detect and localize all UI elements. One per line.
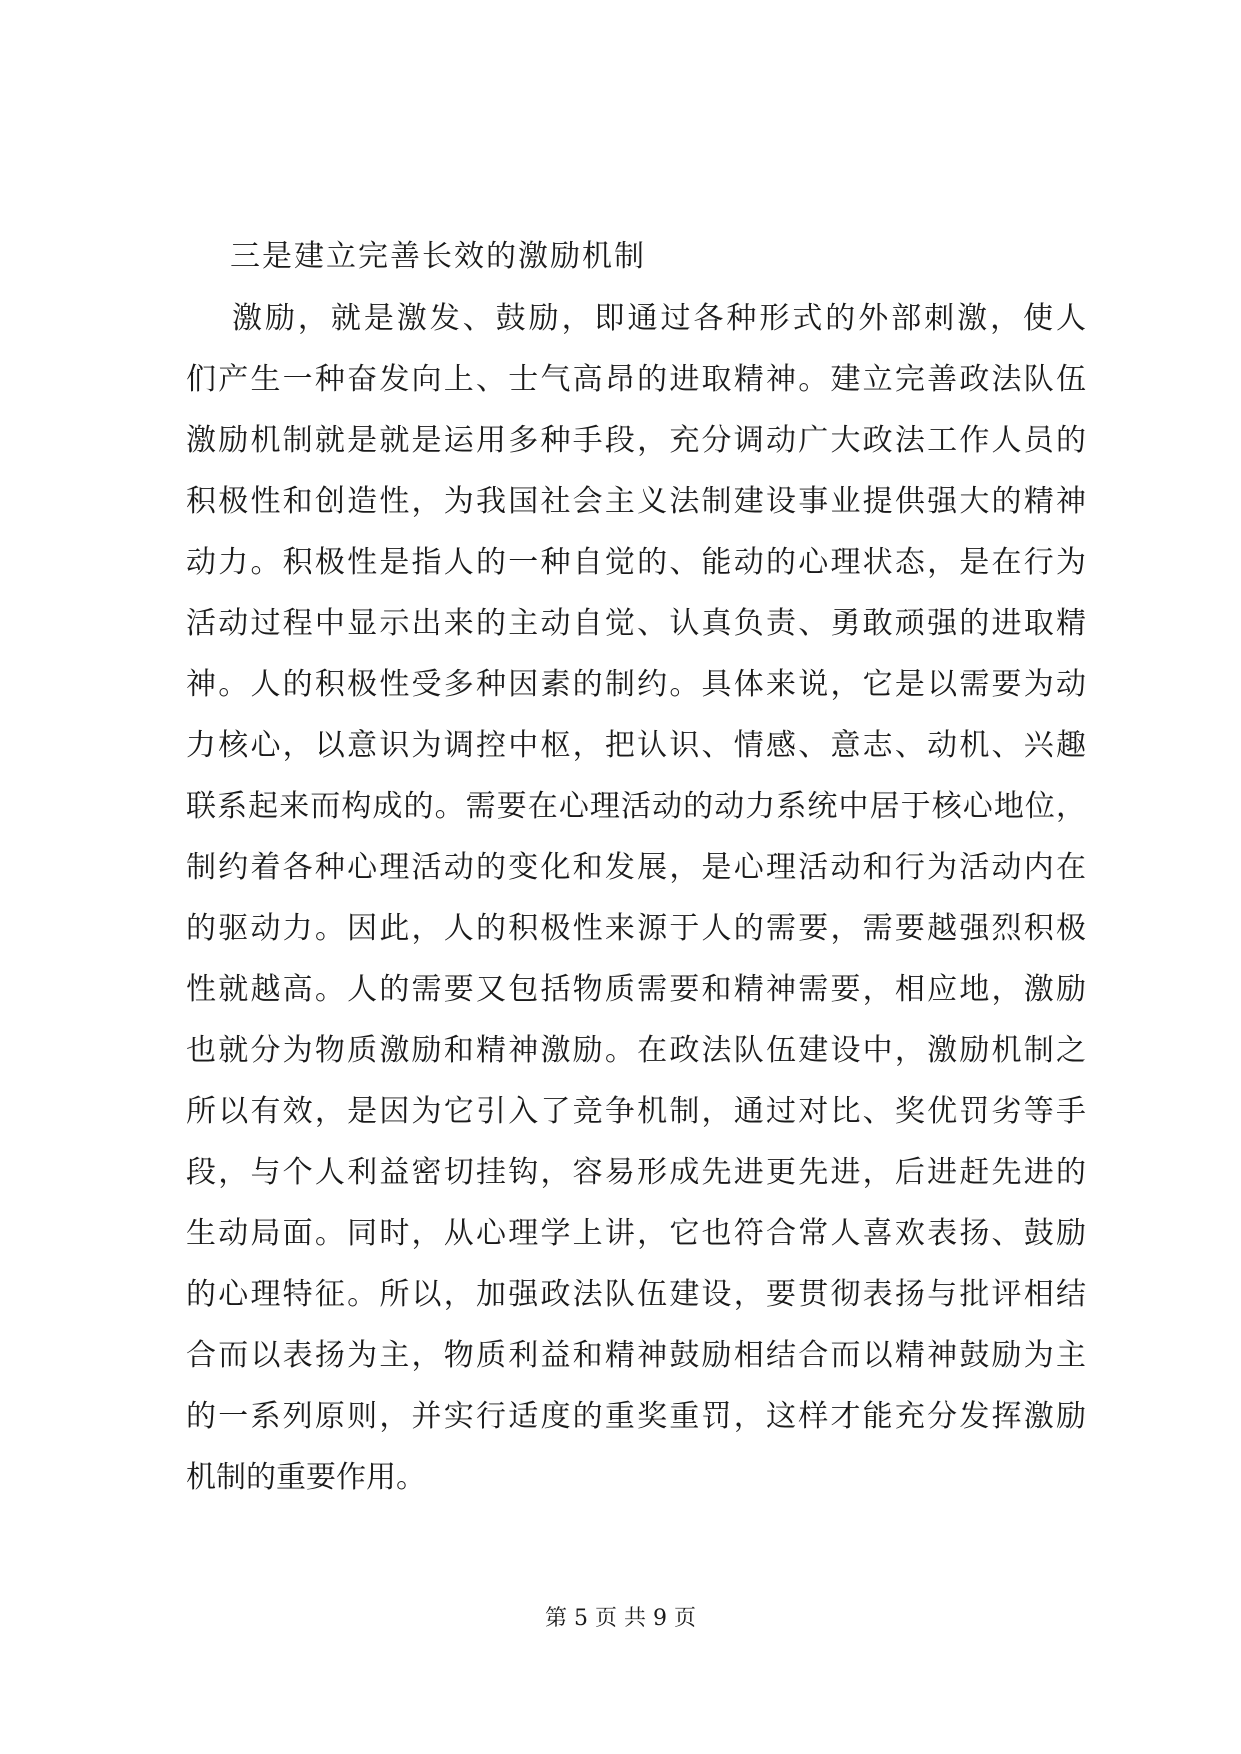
text-line: 所以有效，是因为它引入了竞争机制，通过对比、奖优罚劣等手	[186, 1094, 1086, 1129]
page-number-footer: 第 5 页 共 9 页	[545, 1606, 696, 1631]
text-line: 活动过程中显示出来的主动自觉、认真负责、勇敢顽强的进取精	[186, 606, 1086, 641]
section-heading: 三是建立完善长效的激励机制	[230, 239, 646, 274]
text-line: 的心理特征。所以，加强政法队伍建设，要贯彻表扬与批评相结	[186, 1277, 1086, 1312]
text-line: 制约着各种心理活动的变化和发展，是心理活动和行为活动内在	[186, 850, 1086, 885]
text-line: 激励，就是激发、鼓励，即通过各种形式的外部刺激，使人	[232, 301, 1086, 336]
text-line: 联系起来而构成的。需要在心理活动的动力系统中居于核心地位，	[186, 789, 1086, 824]
text-line: 也就分为物质激励和精神激励。在政法队伍建设中，激励机制之	[186, 1033, 1086, 1068]
text-line: 们产生一种奋发向上、士气高昂的进取精神。建立完善政法队伍	[186, 362, 1086, 397]
text-line: 机制的重要作用。	[186, 1460, 426, 1495]
text-line: 力核心，以意识为调控中枢，把认识、情感、意志、动机、兴趣	[186, 728, 1086, 763]
text-line: 的驱动力。因此，人的积极性来源于人的需要，需要越强烈积极	[186, 911, 1086, 946]
text-line: 激励机制就是就是运用多种手段，充分调动广大政法工作人员的	[186, 423, 1086, 458]
text-line: 神。人的积极性受多种因素的制约。具体来说，它是以需要为动	[186, 667, 1086, 702]
text-line: 合而以表扬为主，物质利益和精神鼓励相结合而以精神鼓励为主	[186, 1338, 1086, 1373]
text-line: 段，与个人利益密切挂钩，容易形成先进更先进，后进赶先进的	[186, 1155, 1086, 1190]
text-line: 生动局面。同时，从心理学上讲，它也符合常人喜欢表扬、鼓励	[186, 1216, 1086, 1251]
text-line: 的一系列原则，并实行适度的重奖重罚，这样才能充分发挥激励	[186, 1399, 1086, 1434]
body-paragraph	[186, 288, 1086, 1508]
text-line: 积极性和创造性，为我国社会主义法制建设事业提供强大的精神	[186, 484, 1086, 519]
text-line: 性就越高。人的需要又包括物质需要和精神需要，相应地，激励	[186, 972, 1086, 1007]
text-line: 动力。积极性是指人的一种自觉的、能动的心理状态，是在行为	[186, 545, 1086, 580]
